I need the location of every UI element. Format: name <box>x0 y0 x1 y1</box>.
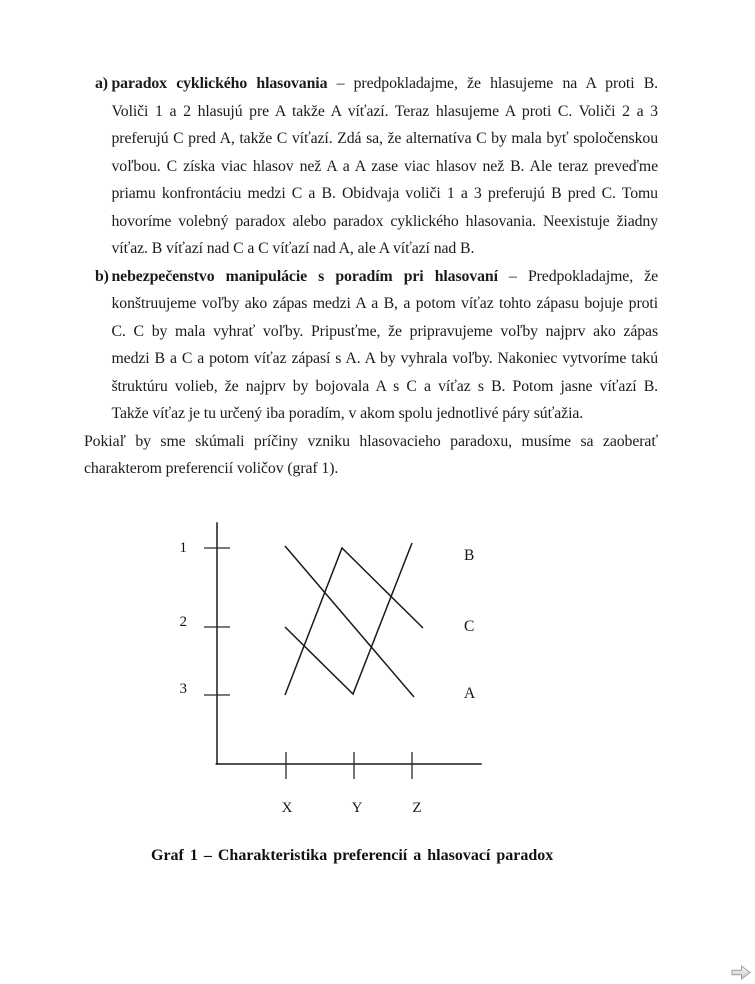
text-line: Takže víťaz je tu určený iba poradím, v akom spolu jednotlivé páry súťažia. <box>111 405 584 422</box>
list-marker-a: a) <box>95 75 108 92</box>
lead-bold-text: paradox cyklického hlasovania <box>111 75 328 92</box>
lead-bold-text: nebezpečenstvo manipulácie s poradím pri hlasovaní <box>111 267 498 285</box>
text-line: hovoríme volebný paradox alebo paradox cyklického hlasovania. Neexistuje žiadny <box>111 212 658 230</box>
text-line: voľbou. C získa viac hlasov než A a A zase viac hlasov než B. Ale teraz preveďme <box>111 157 658 175</box>
text-line: priamu konfrontáciu medzi C a B. Obidvaja voliči 1 a 3 preferujú B pred C. Tomu <box>111 185 658 202</box>
chart-caption: Graf 1 – Charakteristika preferencií a hlasovací paradox <box>151 847 554 864</box>
lead-rest-text: – predpokladajme, že hlasujeme na A proti B. <box>327 75 658 92</box>
y-tick-label-1: 1 <box>179 540 187 556</box>
text-line: C. C by mala vyhrať voľby. Pripusťme, že pripravujeme voľby najprv ako zápas <box>111 322 658 340</box>
text-line: preferujú C pred A, takže C víťazí. Zdá sa, že alternatíva C by mala byť spoločenskou <box>111 130 658 147</box>
next-page-arrow-icon[interactable] <box>731 965 751 980</box>
text-line: Pokiaľ by sme skúmali príčiny vzniku hlasovacieho paradoxu, musíme sa zaoberať <box>84 432 658 450</box>
list-marker-b: b) <box>95 267 109 285</box>
series-label-A: A <box>464 685 476 702</box>
text-line: víťaz. B víťazí nad C a C víťazí nad A, ale A víťazí nad B. <box>111 240 475 257</box>
text-line: medzi B a C a potom víťaz zápasí s A. A by vyhrala voľby. Nakoniec vytvoríme takú <box>111 350 658 367</box>
text-line: charakterom preferencií voličov (graf 1). <box>84 460 339 477</box>
y-tick-label-3: 3 <box>179 681 187 697</box>
text-line: konštruujeme voľby ako zápas medzi A a B, a potom víťaz tohto zápasu bojuje proti <box>111 295 658 312</box>
y-tick-label-2: 2 <box>179 614 187 630</box>
x-category-label-y: Y <box>351 800 363 816</box>
series-line-A <box>285 546 414 697</box>
x-category-label-x: X <box>281 800 293 816</box>
text-line: Voliči 1 a 2 hlasujú pre A takže A víťazí. Teraz hlasujeme A proti C. Voliči 2 a 3 <box>111 102 658 120</box>
series-label-C: C <box>464 618 475 635</box>
lead-rest-text: – Predpokladajme, že <box>497 267 658 285</box>
x-category-label-z: Z <box>412 800 422 816</box>
series-label-B: B <box>464 547 475 564</box>
text-line: štruktúru volieb, že najprv by bojovala A s C a víťaz s B. Potom jasne víťazí B. <box>111 377 658 395</box>
